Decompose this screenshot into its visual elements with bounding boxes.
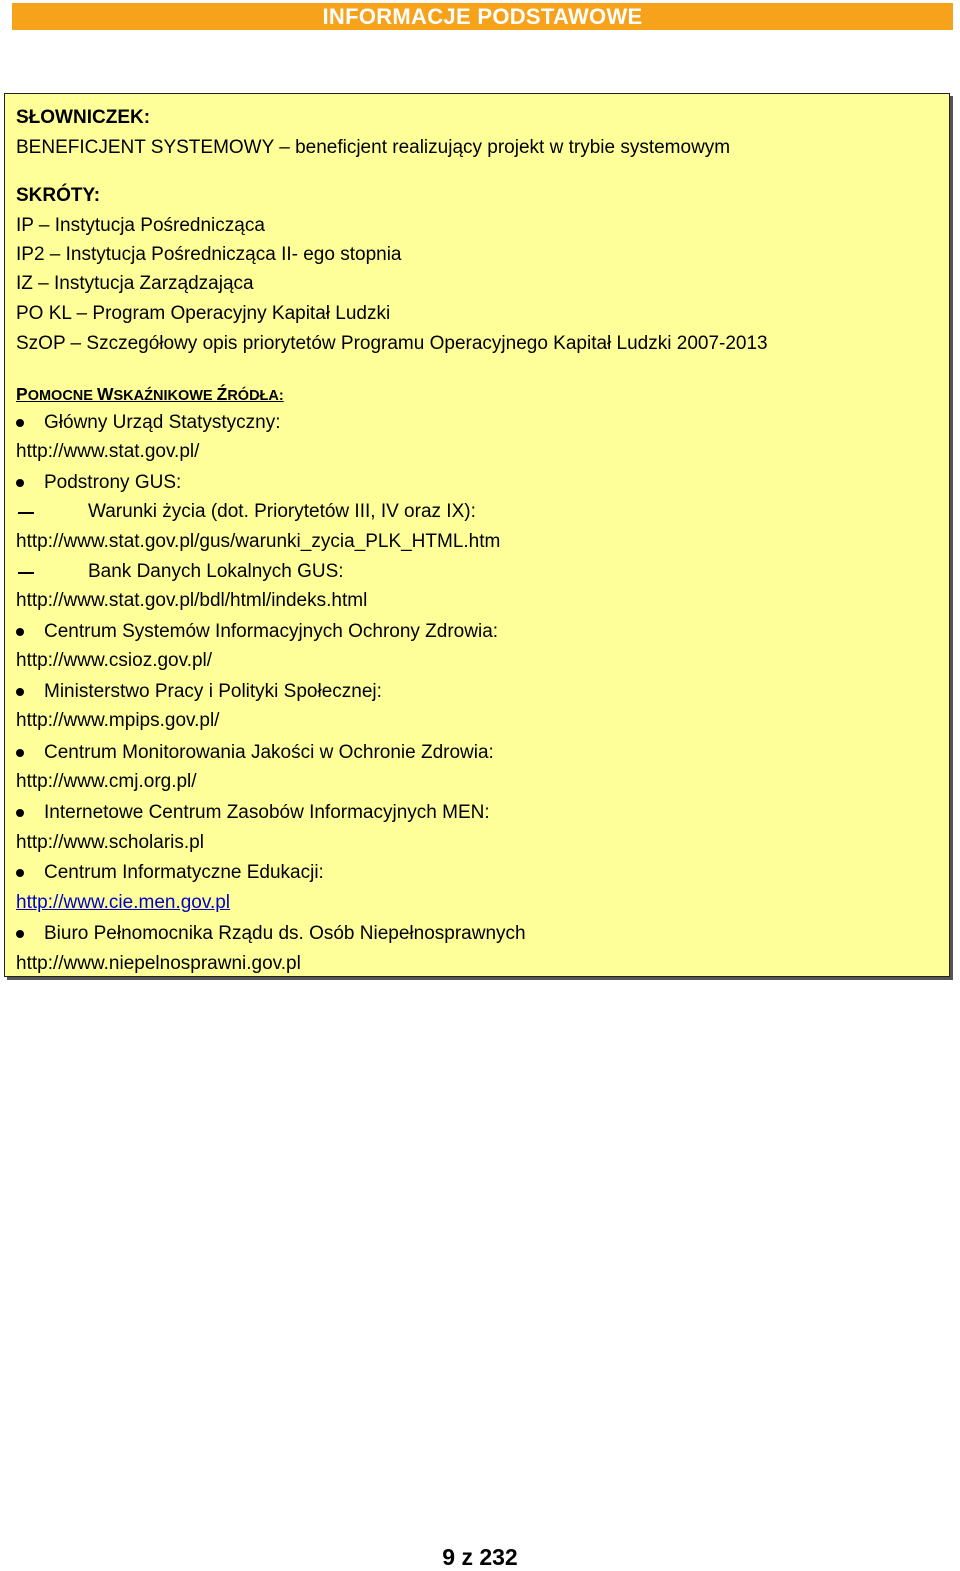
source-link[interactable]: http://www.cie.men.gov.pl <box>16 892 231 913</box>
source-url[interactable]: http://www.stat.gov.pl/ <box>16 441 200 462</box>
source-url[interactable]: http://www.stat.gov.pl/gus/warunki_zycia_PLK_HTML.htm <box>16 531 501 552</box>
source-label: Centrum Systemów Informacyjnych Ochrony Zdrowia: <box>44 621 499 642</box>
source-url[interactable]: http://www.scholaris.pl <box>16 832 204 853</box>
source-label: Ministerstwo Pracy i Polityki Społecznej: <box>44 681 382 702</box>
dash-icon <box>18 572 34 574</box>
abbreviation-entry: IP2 – Instytucja Pośrednicząca II- ego stopnia <box>16 244 402 265</box>
page-number: 9 z 232 <box>442 1544 518 1570</box>
bullet-icon <box>16 930 24 938</box>
source-label: Centrum Monitorowania Jakości w Ochronie Zdrowia: <box>44 742 494 763</box>
sources-heading: POMOCNE WSKAŹNIKOWE ŹRÓDŁA: <box>16 384 284 404</box>
bullet-icon <box>16 688 24 696</box>
abbreviation-entry: SzOP – Szczegółowy opis priorytetów Programu Operacyjnego Kapitał Ludzki 2007-2013 <box>16 333 768 354</box>
source-url[interactable]: http://www.csioz.gov.pl/ <box>16 650 213 671</box>
bullet-icon <box>16 628 24 636</box>
glossary-heading: SŁOWNICZEK: <box>16 107 151 128</box>
source-label: Warunki życia (dot. Priorytetów III, IV oraz IX): <box>88 501 476 522</box>
source-label: Podstrony GUS: <box>44 472 182 493</box>
source-url[interactable]: http://www.cmj.org.pl/ <box>16 771 197 792</box>
glossary-entry: BENEFICJENT SYSTEMOWY – beneficjent realizujący projekt w trybie systemowym <box>16 137 731 158</box>
section-header: INFORMACJE PODSTAWOWE <box>12 3 953 30</box>
bullet-icon <box>16 809 24 817</box>
bullet-icon <box>16 749 24 757</box>
bullet-icon <box>16 419 24 427</box>
abbreviation-entry: IP – Instytucja Pośrednicząca <box>16 215 265 236</box>
dash-icon <box>18 512 34 514</box>
source-url[interactable]: http://www.mpips.gov.pl/ <box>16 710 220 731</box>
source-url[interactable]: http://www.niepelnosprawni.gov.pl <box>16 953 301 974</box>
bullet-icon <box>16 869 24 877</box>
source-label: Biuro Pełnomocnika Rządu ds. Osób Niepełnosprawnych <box>44 923 526 944</box>
bullet-icon <box>16 479 24 487</box>
abbreviation-entry: PO KL – Program Operacyjny Kapitał Ludzki <box>16 303 391 324</box>
source-label: Bank Danych Lokalnych GUS: <box>88 561 344 582</box>
source-label: Centrum Informatyczne Edukacji: <box>44 862 324 883</box>
abbreviation-entry: IZ – Instytucja Zarządzająca <box>16 273 254 294</box>
source-label: Internetowe Centrum Zasobów Informacyjnych MEN: <box>44 802 490 823</box>
source-url[interactable]: http://www.stat.gov.pl/bdl/html/indeks.html <box>16 590 368 611</box>
source-label: Główny Urząd Statystyczny: <box>44 412 281 433</box>
abbreviations-heading: SKRÓTY: <box>16 185 101 206</box>
